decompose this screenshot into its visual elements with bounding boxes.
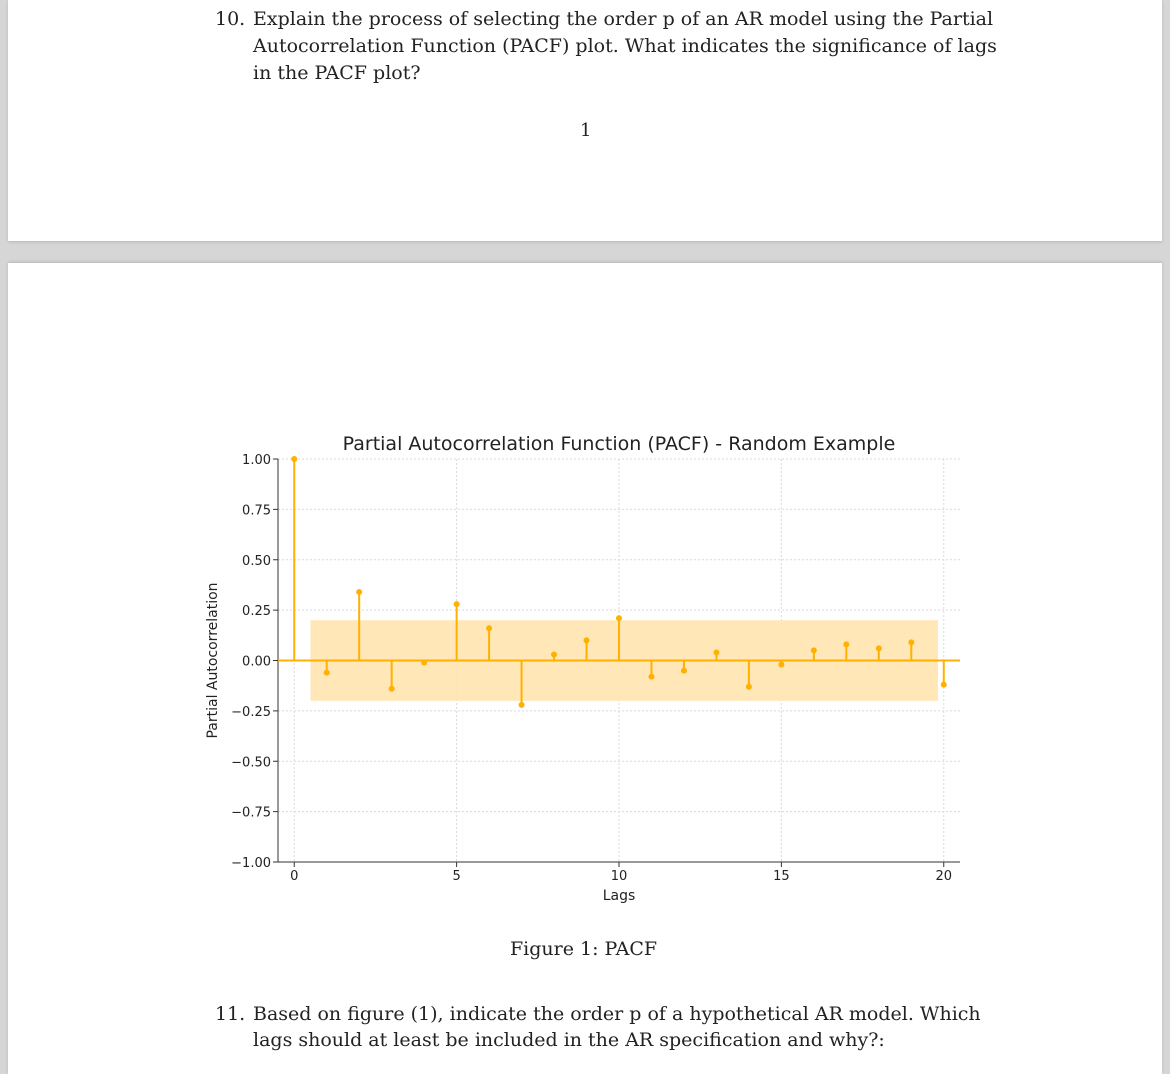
y-tick-label: −1.00 bbox=[231, 856, 271, 871]
stem-marker-lag-13 bbox=[713, 649, 719, 655]
question-10-line-2: Autocorrelation Function (PACF) plot. What indicates the significance of lags bbox=[253, 35, 997, 57]
question-11-line-2: lags should at least be included in the AR specification and why?: bbox=[253, 1029, 885, 1051]
question-11-number: 11. bbox=[215, 1003, 246, 1025]
x-tick-label: 0 bbox=[290, 869, 299, 884]
x-tick-label: 10 bbox=[610, 869, 628, 884]
stem-marker-lag-2 bbox=[356, 589, 362, 595]
stem-marker-lag-1 bbox=[324, 670, 330, 676]
x-tick-label: 5 bbox=[452, 869, 461, 884]
stem-marker-lag-6 bbox=[486, 625, 492, 631]
y-tick-label: −0.50 bbox=[231, 755, 271, 771]
question-10-line-3: in the PACF plot? bbox=[253, 62, 421, 84]
stem-marker-lag-12 bbox=[681, 668, 687, 674]
question-11-line-1: Based on figure (1), indicate the order p of a hypothetical AR model. Which bbox=[253, 1003, 981, 1025]
stem-marker-lag-14 bbox=[746, 684, 752, 690]
y-tick-label: 0.50 bbox=[242, 553, 271, 569]
chart-title: Partial Autocorrelation Function (PACF) - Random Example bbox=[342, 433, 896, 455]
stem-marker-lag-3 bbox=[389, 686, 395, 692]
y-tick-label: −0.25 bbox=[231, 704, 271, 720]
x-tick-label: 20 bbox=[935, 869, 953, 884]
stem-marker-lag-19 bbox=[908, 639, 914, 645]
y-axis-label: Partial Autocorrelation bbox=[205, 582, 221, 739]
page-1 bbox=[8, 0, 1162, 241]
stem-marker-lag-10 bbox=[616, 615, 622, 621]
x-axis-label: Lags bbox=[602, 888, 636, 904]
y-tick-label: 1.00 bbox=[242, 453, 271, 468]
stem-marker-lag-11 bbox=[648, 674, 654, 680]
stem-marker-lag-16 bbox=[811, 647, 817, 653]
stem-marker-lag-17 bbox=[843, 641, 849, 647]
y-tick-label: −0.75 bbox=[231, 805, 271, 821]
stem-marker-lag-15 bbox=[778, 662, 784, 668]
stem-marker-lag-20 bbox=[941, 682, 947, 688]
page-2 bbox=[8, 263, 1162, 1074]
stem-marker-lag-4 bbox=[421, 660, 427, 666]
stem-marker-lag-5 bbox=[454, 601, 460, 607]
y-tick-label: 0.75 bbox=[242, 503, 271, 519]
stem-marker-lag-8 bbox=[551, 651, 557, 657]
y-tick-label: 0.00 bbox=[242, 654, 271, 670]
x-tick-label: 15 bbox=[773, 869, 790, 884]
stem-marker-lag-9 bbox=[584, 637, 590, 643]
question-10-number: 10. bbox=[215, 8, 246, 30]
stem-marker-lag-7 bbox=[519, 702, 525, 708]
page-number: 1 bbox=[580, 120, 592, 141]
figure-caption: Figure 1: PACF bbox=[510, 938, 658, 960]
y-tick-label: 0.25 bbox=[242, 604, 271, 620]
question-10-line-1: Explain the process of selecting the order p of an AR model using the Partial bbox=[253, 8, 994, 30]
stem-marker-lag-18 bbox=[876, 645, 882, 651]
stem-marker-lag-0 bbox=[291, 456, 297, 462]
